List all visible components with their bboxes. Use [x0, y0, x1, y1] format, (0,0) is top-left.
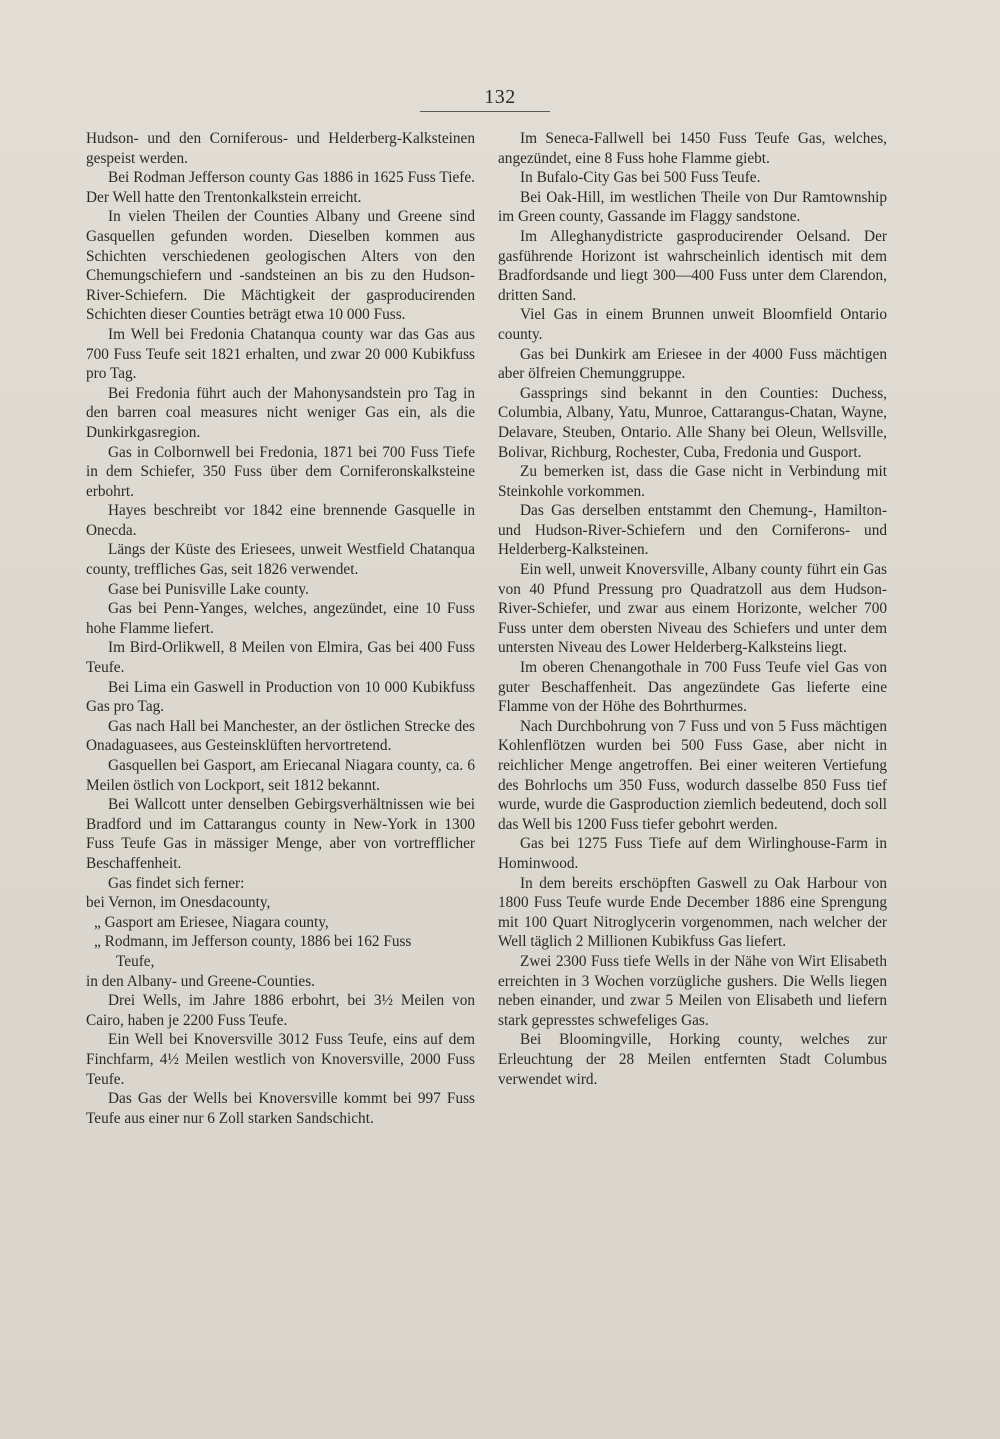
paragraph: Gassprings sind bekannt in den Counties: Duchess, Columbia, Albany, Yatu, Munroe, Cattarangus-Chatan, Wayne, Delavare, Steuben, Ontario. Alle Shany bei Oleun, Wellsville, Bolivar, Richburg, Rochester, Cuba, Fredonia und Gusport. — [498, 384, 887, 461]
paragraph: Viel Gas in einem Brunnen unweit Bloomfield Ontario county. — [498, 306, 887, 343]
paragraph: In Bufalo-City Gas bei 500 Fuss Teufe. — [520, 169, 761, 187]
paragraph: Im Well bei Fredonia Chatanqua county war das Gas aus 700 Fuss Teufe seit 1821 erhalten, und zwar 20 000 Kubikfuss pro Tag. — [86, 325, 475, 383]
right-column — [498, 129, 887, 1089]
paragraph: Bei Fredonia führt auch der Mahonysandstein pro Tag in den barren coal measures nicht weniger Gas ein, als die Dunkirkgasregion. — [86, 384, 475, 441]
paragraph: Ein Well bei Knoversville 3012 Fuss Teufe, eins auf dem Finchfarm, 4½ Meilen westlich von Knoversville, 2000 Fuss Teufe. — [86, 1031, 475, 1088]
list-item: in den Albany- und Greene-Counties. — [86, 972, 315, 990]
paragraph: Im Bird-Orlikwell, 8 Meilen von Elmira, Gas bei 400 Fuss Teufe. — [86, 639, 475, 677]
left-column — [86, 129, 475, 1128]
paragraph: Gasquellen bei Gasport, am Eriecanal Niagara county, ca. 6 Meilen östlich von Lockport, seit 1812 bekannt. — [86, 757, 475, 794]
paragraph: Hudson- und den Corniferous- und Helderberg-Kalksteinen gespeist werden. — [86, 130, 475, 167]
paragraph: Bei Bloomingville, Horking county, welches zur Erleuchtung der 28 Meilen entfernten Stadt Columbus verwendet wird. — [498, 1031, 887, 1088]
paragraph: In vielen Theilen der Counties Albany und Greene sind Gasquellen gefunden worden. Dieselben kommen aus Schichten verschiedenen geologischen Alters von den Chemungschiefern und -sandsteinen an bis zu den Hudson-River-Schiefern. Die Mächtigkeit der gasproducirenden Schichten dieser Counties beträgt etwa 10 000 Fuss. — [86, 208, 475, 324]
paragraph: Gas in Colbornwell bei Fredonia, 1871 bei 700 Fuss Tiefe in dem Schiefer, 350 Fuss über dem Corniferonskalksteine erbohrt. — [86, 443, 475, 500]
paragraph: Im Alleghanydistricte gasproducirender Oelsand. Der gasführende Horizont ist wahrscheinlich identisch mit dem Bradfordsande und liegt 300—400 Fuss unter dem Clarendon, dritten Sand. — [498, 227, 887, 304]
paragraph: Bei Lima ein Gaswell in Production von 10 000 Kubikfuss Gas pro Tag. — [86, 678, 475, 716]
paragraph: Bei Wallcott unter denselben Gebirgsverhältnissen wie bei Bradford und im Cattarangus county in New-York in 1300 Fuss Teufe Gas in mässiger Menge, aber von vortrefflicher Beschaffenheit. — [86, 796, 475, 872]
paragraph: Im oberen Chenangothale in 700 Fuss Teufe viel Gas von guter Beschaffenheit. Das angezündete Gas lieferte eine Flamme von der Höhe des Bohrthurmes. — [498, 659, 887, 716]
paragraph: Bei Oak-Hill, im westlichen Theile von Dur Ramtownship im Green county, Gassande im Flaggy sandstone. — [498, 188, 887, 226]
list-item: Teufe, — [116, 952, 155, 970]
paragraph: Gas findet sich ferner: — [108, 874, 245, 892]
paragraph: Gas bei Dunkirk am Eriesee in der 4000 Fuss mächtigen aber ölfreien Chemunggruppe. — [498, 345, 887, 383]
list-item: „ Gasport am Eriesee, Niagara county, — [94, 913, 329, 931]
paragraph: Gas nach Hall bei Manchester, an der östlichen Strecke des Onadaguasees, aus Gesteinsklüften hervortretend. — [86, 717, 475, 755]
paragraph: Drei Wells, im Jahre 1886 erbohrt, bei 3½ Meilen von Cairo, haben je 2200 Fuss Teufe. — [86, 992, 475, 1029]
paragraph: Zwei 2300 Fuss tiefe Wells in der Nähe von Wirt Elisabeth erreichten in 3 Wochen vorzügliche gushers. Die Wells liegen neben einander, und zwar 5 Meilen von Elisabeth und liefern stark gepresstes schwefeliges Gas. — [498, 952, 887, 1029]
paragraph: Zu bemerken ist, dass die Gase nicht in Verbindung mit Steinkohle vorkommen. — [498, 463, 887, 500]
page-number-rule — [420, 111, 550, 112]
list-item: bei Vernon, im Onesdacounty, — [86, 894, 271, 912]
paragraph: Ein well, unweit Knoversville, Albany county führt ein Gas von 40 Pfund Pressung pro Quadratzoll aus dem Hudson-River-Schiefer, und zwar aus einem Horizonte, welcher 700 Fuss unter dem obersten Niveau des Schiefers und unter dem untersten Niveau des Lower Helderberg-Kalksteins liegt. — [498, 561, 887, 657]
paragraph: Das Gas derselben entstammt den Chemung-, Hamilton- und Hudson-River-Schiefern und den Corniferons- und Helderberg-Kalksteinen. — [498, 502, 887, 559]
paragraph: Im Seneca-Fallwell bei 1450 Fuss Teufe Gas, welches, angezündet, eine 8 Fuss hohe Flamme giebt. — [498, 130, 887, 167]
list-item: „ Rodmann, im Jefferson county, 1886 bei 162 Fuss — [94, 933, 412, 951]
paragraph: Hayes beschreibt vor 1842 eine brennende Gasquelle in Onecda. — [86, 502, 475, 539]
paragraph: Längs der Küste des Eriesees, unweit Westfield Chatanqua county, treffliches Gas, seit 1826 verwendet. — [86, 541, 475, 579]
paragraph: Nach Durchbohrung von 7 Fuss und von 5 Fuss mächtigen Kohlenflötzen wurden bei 500 Fuss Gase, aber nicht in reichlicher Menge angetroffen. Bei einer weiteren Vertiefung des Bohrlochs um 350 Fuss, wodurch dasselbe 850 Fuss tief wurde, wurde die Gasproduction ziemlich bedeutend, doch soll das Well bis 1200 Fuss tiefer gebohrt werden. — [498, 717, 887, 833]
paragraph: Das Gas der Wells bei Knoversville kommt bei 997 Fuss Teufe aus einer nur 6 Zoll starken Sandschicht. — [86, 1090, 475, 1127]
paragraph: Gas bei 1275 Fuss Tiefe auf dem Wirlinghouse-Farm in Hominwood. — [498, 835, 887, 872]
paragraph: Bei Rodman Jefferson county Gas 1886 in 1625 Fuss Tiefe. Der Well hatte den Trentonkalkstein erreicht. — [86, 169, 475, 206]
paragraph: Gase bei Punisville Lake county. — [108, 580, 309, 598]
paragraph: In dem bereits erschöpften Gaswell zu Oak Harbour von 1800 Fuss Teufe wurde Ende December 1886 eine Sprengung mit 100 Quart Nitroglycerin vorgenommen, nach welcher der Well täglich 2 Millionen Kubikfuss Gas liefert. — [498, 874, 887, 951]
paragraph: Gas bei Penn-Yanges, welches, angezündet, eine 10 Fuss hohe Flamme liefert. — [86, 600, 475, 637]
page-number: 132 — [484, 86, 516, 108]
